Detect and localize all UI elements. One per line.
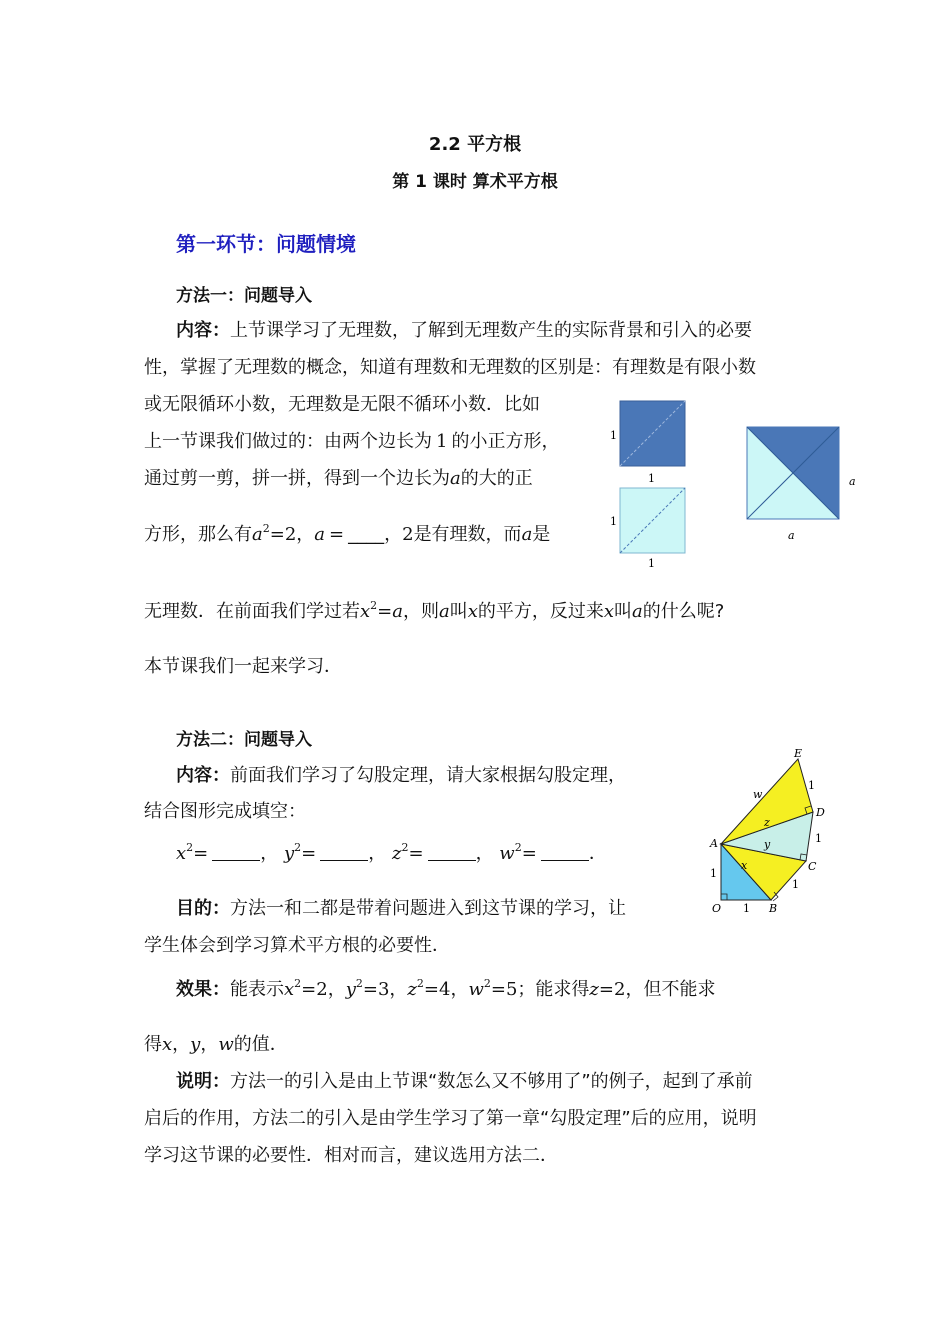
content-label: 内容： — [176, 320, 230, 341]
text: 上节课学习了无理数，了解到无理数产生的实际背景和引入的必要 — [230, 320, 752, 341]
blank-w — [541, 846, 589, 861]
exponent: 2 — [294, 841, 302, 854]
text: 叫 — [614, 601, 633, 622]
method1-heading: 方法一：问题导入 — [176, 286, 312, 306]
variable: w — [468, 979, 484, 1000]
variable: y — [283, 843, 295, 864]
side-label: 1 — [648, 557, 655, 570]
exponent: 2 — [262, 522, 270, 535]
blank-z — [428, 846, 476, 861]
text: ，则 — [402, 601, 439, 622]
side-DE-label: 1 — [808, 779, 815, 792]
method1-line3: 或无限循环小数，无理数是无限不循环小数．比如 — [144, 394, 540, 415]
value: =3 — [362, 979, 390, 1000]
effect-label: 效果： — [176, 979, 230, 1000]
vertex-C: C — [808, 860, 817, 873]
text: 前面我们学习了勾股定理，请大家根据勾股定理， — [230, 765, 626, 786]
pythagorean-spiral-figure — [700, 748, 850, 918]
hyp-w-label: w — [753, 788, 763, 801]
exponent: 2 — [186, 841, 194, 854]
number: 2 — [402, 524, 414, 545]
note-label: 说明： — [176, 1071, 230, 1092]
content-label: 内容： — [176, 765, 230, 786]
method2-line1 — [176, 761, 626, 787]
blank: ____ — [348, 524, 385, 545]
text: 方法一和二都是带着问题进入到这节课的学习，让 — [230, 898, 626, 919]
method2-line2: 结合图形完成填空： — [144, 801, 306, 822]
side-label: 1 — [648, 472, 655, 485]
side-label: 1 — [610, 515, 617, 528]
exponent: 2 — [370, 599, 378, 612]
text: 的平方，反过来 — [477, 601, 604, 622]
equals: = — [521, 843, 537, 864]
hyp-y-label: y — [764, 838, 771, 851]
text: 得 — [144, 1034, 162, 1055]
text: 叫 — [449, 601, 468, 622]
vertex-E: E — [794, 748, 803, 760]
text: 是 — [532, 524, 551, 545]
variable: a — [314, 524, 326, 545]
method1-line7 — [144, 597, 724, 623]
method1-line6 — [144, 520, 550, 546]
variable: x — [467, 601, 478, 622]
exponent: 2 — [514, 841, 522, 854]
separator: ， — [200, 1034, 219, 1055]
side-label: 1 — [610, 429, 617, 442]
method1-line8: 本节课我们一起来学习． — [144, 656, 342, 677]
variable: w — [499, 843, 515, 864]
text: 的小正方形， — [451, 431, 560, 452]
side-BC-label: 1 — [792, 878, 799, 891]
text: 能表示 — [230, 979, 284, 1000]
text: ， — [384, 524, 403, 545]
text: 无理数．在前面我们学过若 — [144, 601, 360, 622]
note-line2: 启后的作用，方法二的引入是由学生学习了第一章“勾股定理”后的应用，说明 — [144, 1108, 757, 1129]
text: 上一节课我们做过的：由两个边长为 — [144, 431, 432, 452]
value: =5 — [490, 979, 518, 1000]
section-heading: 第一环节：问题情境 — [176, 232, 356, 256]
variable: y — [190, 1034, 201, 1055]
vertex-D: D — [816, 806, 825, 819]
number: 1 — [436, 431, 448, 452]
variable: a — [252, 524, 263, 545]
variable: a — [521, 524, 533, 545]
variable: x — [603, 601, 615, 622]
text: 是有理数，而 — [413, 524, 522, 545]
text: ，但不能求 — [625, 979, 716, 1000]
fill-in-equations — [176, 839, 607, 865]
hyp-z-label: z — [764, 816, 770, 829]
separator: ， — [475, 843, 494, 864]
method1-line4 — [144, 427, 559, 453]
text: 方法一的引入是由上节课“数怎么又不够用了”的例子，起到了承前 — [230, 1071, 753, 1092]
method1-line1 — [176, 316, 752, 342]
variable: a — [438, 601, 450, 622]
variable: z — [407, 979, 417, 1000]
separator: ， — [450, 979, 469, 1000]
variable: y — [345, 979, 356, 1000]
method1-line2: 性，掌握了无理数的概念，知道有理数和无理数的区别是：有理数是有限小数 — [144, 357, 756, 378]
variable: x — [176, 843, 187, 864]
separator: ， — [368, 843, 387, 864]
side-label: a — [788, 529, 795, 542]
side-CD-label: 1 — [815, 832, 822, 845]
text: 的什么呢? — [642, 601, 725, 622]
variable: x — [284, 979, 295, 1000]
value: =2 — [598, 979, 626, 1000]
value: =2 — [301, 979, 328, 1000]
goal-line1 — [176, 894, 626, 920]
variable: z — [589, 979, 599, 1000]
squares-figure — [600, 395, 870, 570]
variable: a — [632, 601, 643, 622]
text: 通过剪一剪，拼一拼，得到一个边长为 — [144, 468, 450, 489]
exponent: 2 — [416, 977, 424, 990]
exponent: 2 — [483, 977, 491, 990]
exponent: 2 — [294, 977, 302, 990]
blank-y — [320, 846, 368, 861]
goal-line2: 学生体会到学习算术平方根的必要性． — [144, 935, 450, 956]
equation: =a — [377, 601, 403, 622]
value: =4 — [423, 979, 451, 1000]
exponent: 2 — [355, 977, 363, 990]
equals: = — [329, 524, 345, 545]
variable: w — [218, 1034, 234, 1055]
exponent: 2 — [401, 841, 409, 854]
goal-label: 目的： — [176, 898, 230, 919]
text: ， — [296, 524, 315, 545]
variable: x — [360, 601, 371, 622]
equals: = — [193, 843, 209, 864]
equals: = — [301, 843, 317, 864]
blank-x — [212, 846, 260, 861]
text: 的值． — [233, 1034, 288, 1055]
note-line1 — [176, 1067, 753, 1093]
text: 的大的正 — [460, 468, 533, 489]
note-line3: 学习这节课的必要性．相对而言，建议选用方法二． — [144, 1145, 558, 1166]
separator: ， — [389, 979, 408, 1000]
vertex-A: A — [710, 837, 718, 850]
side-OA-label: 1 — [710, 867, 717, 880]
equals: = — [408, 843, 424, 864]
end: ． — [588, 843, 607, 864]
variable: x — [162, 1034, 173, 1055]
side-label: a — [849, 475, 856, 488]
side-OB-label: 1 — [743, 902, 750, 915]
vertex-O: O — [712, 902, 722, 915]
effect-line1 — [176, 975, 715, 1001]
separator: ， — [327, 979, 346, 1000]
hyp-x-label: x — [741, 859, 748, 872]
effect-line2 — [144, 1030, 288, 1056]
page-subtitle: 第 1 课时 算术平方根 — [392, 172, 558, 192]
text: ；能求得 — [517, 979, 590, 1000]
equation: =2 — [269, 524, 297, 545]
vertex-B: B — [769, 902, 778, 915]
method2-heading: 方法二：问题导入 — [176, 730, 312, 750]
separator: ， — [260, 843, 279, 864]
page-title: 2.2 平方根 — [428, 134, 522, 155]
separator: ， — [172, 1034, 191, 1055]
variable: a — [450, 468, 461, 489]
variable: z — [391, 843, 402, 864]
text: 方形，那么有 — [144, 524, 252, 545]
method1-line5 — [144, 464, 533, 490]
